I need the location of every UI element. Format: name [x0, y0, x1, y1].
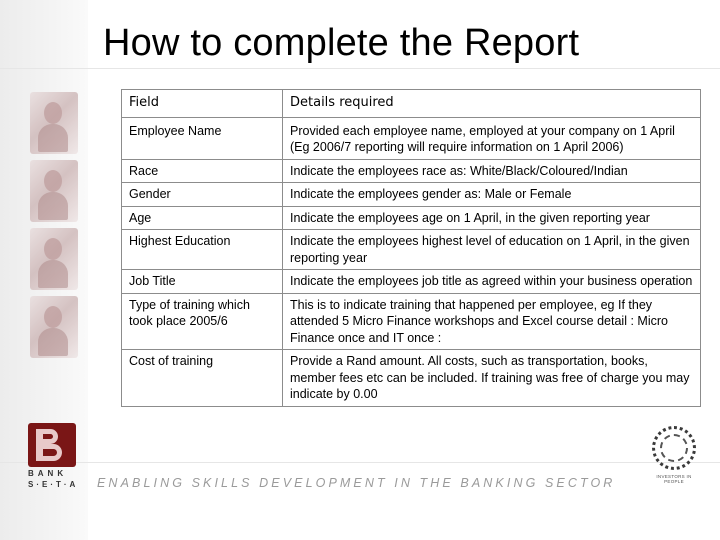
details-cell: Indicate the employees race as: White/Black/Coloured/Indian — [283, 159, 701, 183]
table-row — [122, 183, 701, 207]
table-row — [122, 270, 701, 294]
table-row — [122, 230, 701, 270]
decorative-divider — [0, 462, 720, 463]
staff-photo — [30, 160, 78, 222]
page-title: How to complete the Report — [103, 22, 580, 64]
table-row — [122, 293, 701, 350]
staff-photo — [30, 92, 78, 154]
footer-tagline: ENABLING SKILLS DEVELOPMENT IN THE BANKING SECTOR — [97, 476, 616, 490]
field-cell: Employee Name — [122, 117, 283, 159]
details-cell: Indicate the employees job title as agreed within your business operation — [283, 270, 701, 294]
header-details: Details required — [283, 90, 701, 118]
field-cell: Job Title — [122, 270, 283, 294]
report-table — [121, 89, 701, 407]
details-cell: Provide a Rand amount. All costs, such as transportation, books, member fees etc can be included. If training was free of charge you may indicate by 0.00 — [283, 350, 701, 407]
logo-word-bank: BANK — [28, 469, 68, 478]
bank-seta-logo-mark — [28, 423, 76, 467]
bank-seta-logo — [28, 423, 79, 491]
details-cell: Indicate the employees highest level of education on 1 April, in the given reporting year — [283, 230, 701, 270]
field-cell: Highest Education — [122, 230, 283, 270]
details-cell: This is to indicate training that happened per employee, eg If they attended 5 Micro Finance workshops and Excel course detail : Micro Finance once and IT once : — [283, 293, 701, 350]
field-cell: Age — [122, 206, 283, 230]
logo-word-seta: S·E·T·A — [28, 480, 79, 489]
field-cell: Race — [122, 159, 283, 183]
details-cell: Indicate the employees gender as: Male or Female — [283, 183, 701, 207]
details-cell: Indicate the employees age on 1 April, in the given reporting year — [283, 206, 701, 230]
field-cell: Cost of training — [122, 350, 283, 407]
field-cell: Gender — [122, 183, 283, 207]
table-row — [122, 159, 701, 183]
table-row — [122, 350, 701, 407]
table-row — [122, 117, 701, 159]
staff-photo — [30, 228, 78, 290]
table-header-row — [122, 90, 701, 118]
crown-icon — [660, 434, 688, 462]
details-cell: Provided each employee name, employed at your company on 1 April (Eg 2006/7 reporting will require information on 1 April 2006) — [283, 117, 701, 159]
header-field: Field — [122, 90, 283, 118]
field-cell: Type of training which took place 2005/6 — [122, 293, 283, 350]
table-row — [122, 206, 701, 230]
staff-photo — [30, 296, 78, 358]
investors-label: INVESTORS IN PEOPLE — [656, 474, 692, 484]
decorative-divider — [0, 68, 720, 69]
investors-in-people-badge — [646, 426, 702, 486]
